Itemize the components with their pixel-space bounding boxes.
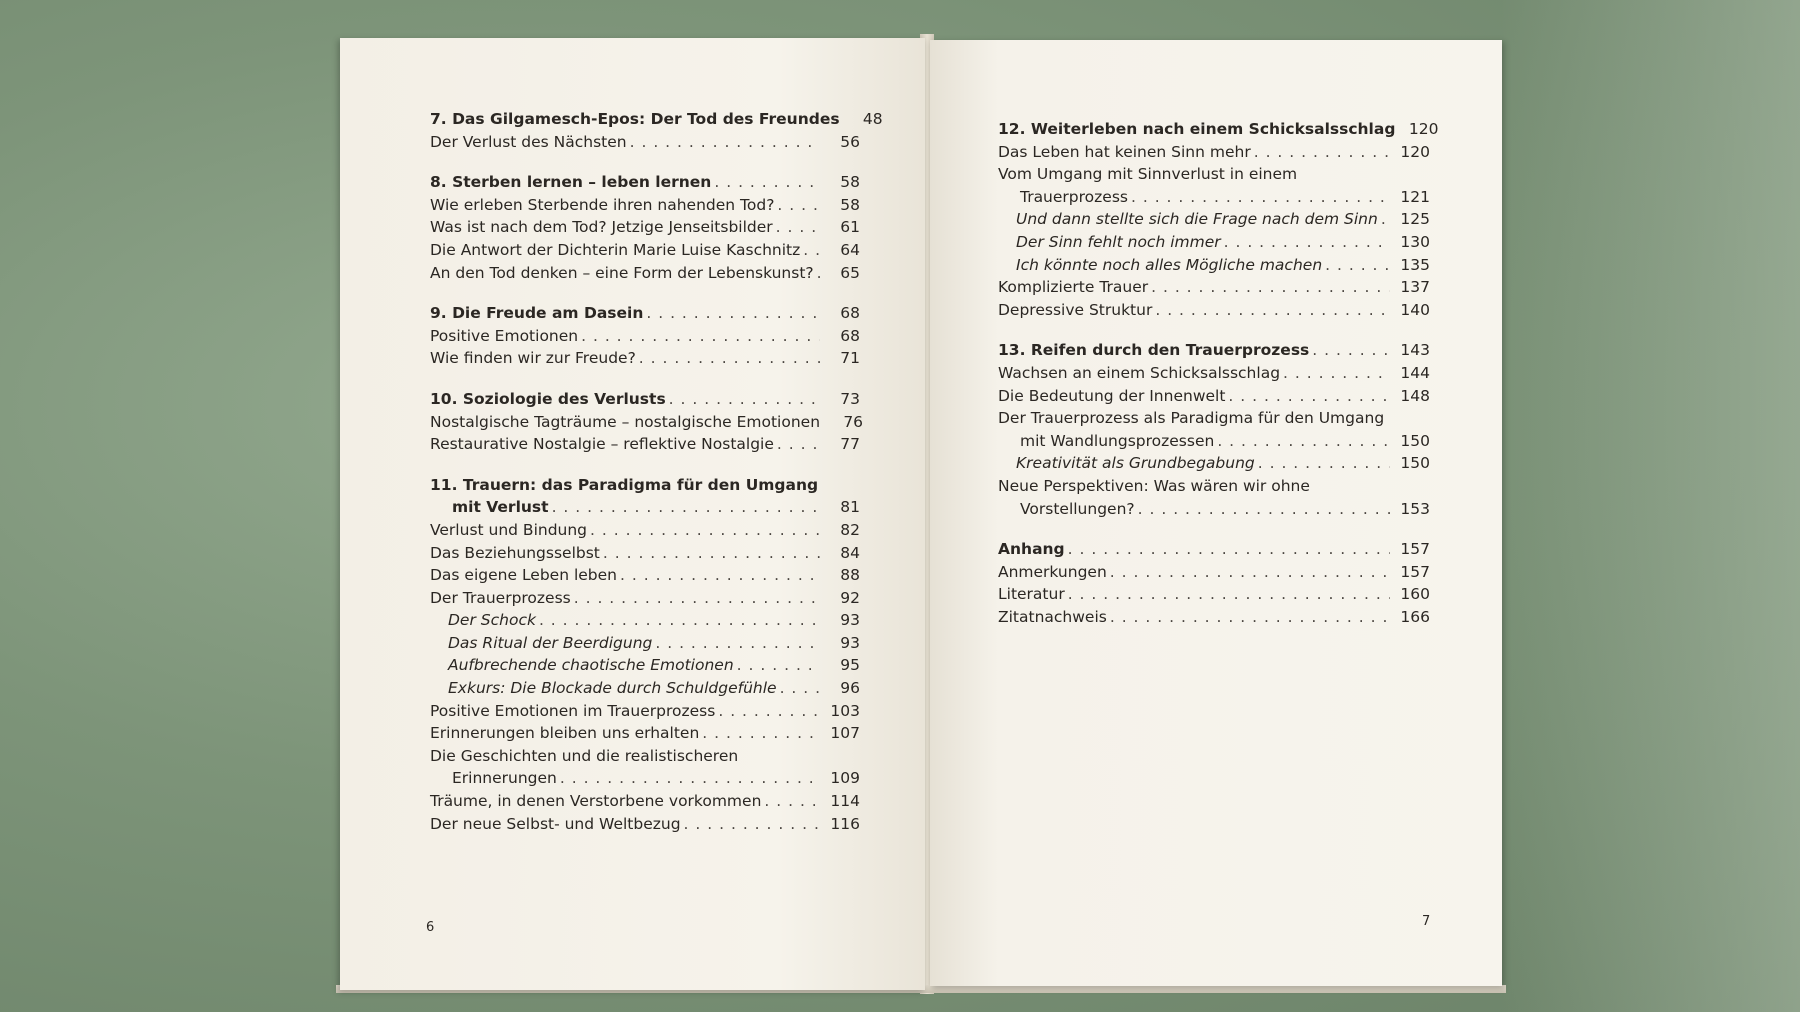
dot-leader <box>702 722 820 745</box>
toc-entry <box>430 722 860 745</box>
toc-entry-page: 68 <box>840 326 860 345</box>
toc-chapter-entry <box>430 388 860 411</box>
toc-line: Neue Perspektiven: Was wären wir ohne <box>998 476 1310 495</box>
toc-entry-title: Kreativität als Grundbegabung <box>1016 454 1255 473</box>
toc-entry-page: 109 <box>830 769 860 788</box>
toc-entry <box>998 276 1430 299</box>
toc-line: Die Geschichten und die realistischeren <box>430 746 739 765</box>
dot-leader <box>1224 231 1390 254</box>
right-page <box>930 40 1502 986</box>
toc-entry <box>430 587 860 610</box>
toc-chapter-entry <box>430 171 860 194</box>
dot-leader <box>1312 339 1390 362</box>
toc-entry-title: 10. Soziologie des Verlusts <box>430 389 666 408</box>
toc-entry <box>430 131 860 154</box>
toc-entry <box>998 362 1430 385</box>
toc-entry-title: 12. Weiterleben nach einem Schicksalsschlag <box>998 120 1396 138</box>
chapter-heading: 11. Trauern: das Paradigma für den Umgang <box>430 475 819 494</box>
toc-entry-page: 135 <box>1400 255 1430 274</box>
dot-leader <box>777 194 820 217</box>
toc-entry-title: Wie erleben Sterbende ihren nahenden Tod? <box>430 195 775 214</box>
dot-leader <box>714 171 820 194</box>
toc-section <box>998 339 1430 520</box>
toc-entry-title: Das Leben hat keinen Sinn mehr <box>998 142 1251 161</box>
left-page <box>340 38 925 990</box>
toc-entry-page: 144 <box>1400 363 1430 382</box>
toc-entry-page: 68 <box>840 304 860 323</box>
toc-entry-page: 95 <box>840 656 860 675</box>
toc-entry-page: 157 <box>1400 562 1430 581</box>
dot-leader <box>1228 385 1390 408</box>
toc-entry <box>430 609 860 632</box>
toc-entry-page: 82 <box>840 520 860 539</box>
dot-leader <box>1068 583 1390 606</box>
dot-leader <box>764 790 820 813</box>
toc-entry <box>998 385 1430 408</box>
dot-leader <box>1110 561 1390 584</box>
toc-chapter-entry <box>998 538 1430 561</box>
dot-leader <box>718 700 820 723</box>
toc-chapter-entry <box>430 496 860 519</box>
toc-chapter-entry <box>998 339 1430 362</box>
page-number-left: 6 <box>426 920 435 935</box>
toc-entry-page: 103 <box>830 701 860 720</box>
dot-leader <box>646 302 820 325</box>
toc-entry <box>998 561 1430 584</box>
dot-leader <box>630 131 820 154</box>
toc-entry-title: Der Schock <box>448 611 536 630</box>
dot-leader <box>620 564 820 587</box>
toc-chapter-entry <box>430 302 860 325</box>
toc-entry-title: Der neue Selbst- und Weltbezug <box>430 814 681 833</box>
toc-section <box>998 538 1430 628</box>
dot-leader <box>780 677 820 700</box>
toc-entry <box>430 433 860 456</box>
toc-section <box>430 474 860 836</box>
toc-entry <box>998 498 1430 521</box>
toc-entry <box>430 790 860 813</box>
dot-leader <box>817 262 820 285</box>
toc-entry <box>430 519 860 542</box>
toc-section <box>998 118 1439 321</box>
toc-entry-title: Die Antwort der Dichterin Marie Luise Kaschnitz <box>430 240 801 259</box>
toc-entry-page: 166 <box>1400 607 1430 626</box>
toc-entry-title: Der Trauerprozess <box>430 588 571 607</box>
toc-entry-title: 8. Sterben lernen – leben lernen <box>430 173 712 192</box>
table-surface <box>1500 0 1800 1012</box>
toc-line: Der Trauerprozess als Paradigma für den Umgang <box>998 409 1385 428</box>
toc-entry-page: 93 <box>840 611 860 630</box>
toc-entry-title: Erinnerungen <box>452 769 557 788</box>
dot-leader <box>603 542 820 565</box>
dot-leader <box>581 325 820 348</box>
toc-entry-page: 130 <box>1400 232 1430 251</box>
toc-entry-page: 65 <box>840 263 860 282</box>
toc-entry-title: Ich könnte noch alles Mögliche machen <box>1016 255 1323 274</box>
toc-entry <box>998 583 1430 606</box>
toc-entry-title: Vorstellungen? <box>1020 499 1135 518</box>
dot-leader <box>1138 498 1390 521</box>
dot-leader <box>803 239 820 262</box>
toc-entry <box>998 606 1430 629</box>
dot-leader <box>655 632 820 655</box>
dot-leader <box>776 216 820 239</box>
toc-entry-page: 157 <box>1400 540 1430 559</box>
dot-leader <box>1110 606 1390 629</box>
toc-entry-title: Das Ritual der Beerdigung <box>448 633 653 652</box>
dot-leader <box>737 654 820 677</box>
toc-entry-page: 150 <box>1400 454 1430 473</box>
toc-entry-title: An den Tod denken – eine Form der Lebenskunst? <box>430 263 814 282</box>
toc-entry-title: Aufbrechende chaotische Emotionen <box>448 656 734 675</box>
toc-entry-page: 120 <box>1408 120 1439 138</box>
toc-entry-title: Komplizierte Trauer <box>998 278 1149 297</box>
toc-entry-title: Wie finden wir zur Freude? <box>430 349 636 368</box>
toc-entry-title: Und dann stellte sich die Frage nach dem Sinn <box>1016 210 1378 229</box>
toc-entry <box>430 411 864 434</box>
toc-entry-page: 153 <box>1400 499 1430 518</box>
toc-entry <box>998 254 1430 277</box>
toc-entry-title: Der Sinn fehlt noch immer <box>1016 232 1221 251</box>
toc-entry-title: Der Verlust des Nächsten <box>430 132 627 151</box>
toc-entry <box>998 186 1430 209</box>
toc-entry <box>430 542 860 565</box>
toc-entry-page: 88 <box>840 566 860 585</box>
toc-entry-title: Träume, in denen Verstorbene vorkommen <box>430 792 762 811</box>
toc-entry-title: Trauerprozess <box>1020 187 1128 206</box>
toc-entry-title: Die Bedeutung der Innenwelt <box>998 386 1226 405</box>
toc-entry <box>430 700 860 723</box>
toc-entry <box>430 325 860 348</box>
toc-entry-title: mit Verlust <box>452 498 549 517</box>
toc-entry-title: Wachsen an einem Schicksalsschlag <box>998 363 1281 382</box>
toc-entry-title: Das Beziehungsselbst <box>430 543 600 562</box>
toc-entry-page: 81 <box>840 498 860 517</box>
toc-entry-page: 64 <box>840 240 860 259</box>
toc-entry-page: 125 <box>1400 210 1430 229</box>
toc-chapter-entry <box>998 118 1439 141</box>
toc-entry-page: 148 <box>1400 386 1430 405</box>
dot-leader <box>590 519 820 542</box>
toc-entry-page: 143 <box>1400 341 1430 360</box>
toc-entry-title: Exkurs: Die Blockade durch Schuldgefühle <box>448 679 777 698</box>
dot-leader <box>1155 299 1390 322</box>
toc-entry <box>430 677 860 700</box>
toc-entry <box>998 208 1430 231</box>
toc-entry-page: 93 <box>840 633 860 652</box>
toc-entry-page: 114 <box>830 792 860 811</box>
toc-entry-title: 7. Das Gilgamesch-Epos: Der Tod des Freundes <box>430 110 840 128</box>
toc-entry <box>430 216 860 239</box>
dot-leader <box>669 388 820 411</box>
toc-entry-page: 96 <box>840 679 860 698</box>
toc-entry-title: mit Wandlungsprozessen <box>1020 431 1215 450</box>
toc-entry-page: 61 <box>840 218 860 237</box>
toc-section <box>430 388 864 456</box>
dot-leader <box>777 433 820 456</box>
dot-leader <box>574 587 820 610</box>
toc-entry-page: 73 <box>840 389 860 408</box>
page-number-right: 7 <box>1422 914 1431 929</box>
toc-entry-page: 121 <box>1400 187 1430 206</box>
toc-entry-page: 116 <box>830 814 860 833</box>
toc-entry-title: Was ist nach dem Tod? Jetzige Jenseitsbilder <box>430 218 773 237</box>
toc-section <box>430 108 883 153</box>
dot-leader <box>552 496 820 519</box>
toc-entry-page: 107 <box>830 724 860 743</box>
toc-entry-page: 77 <box>840 435 860 454</box>
dot-leader <box>1325 254 1390 277</box>
toc-entry-page: 56 <box>840 132 860 151</box>
toc-entry-title: Verlust und Bindung <box>430 520 588 539</box>
toc-entry-page: 48 <box>862 110 883 128</box>
toc-entry-page: 76 <box>843 412 864 431</box>
dot-leader <box>560 767 820 790</box>
dot-leader <box>1131 186 1390 209</box>
toc-entry-title: Literatur <box>998 585 1065 604</box>
dot-leader <box>1151 276 1390 299</box>
toc-entry-title: Positive Emotionen <box>430 326 579 345</box>
dot-leader <box>1217 430 1390 453</box>
dot-leader <box>1068 538 1390 561</box>
toc-entry <box>430 564 860 587</box>
toc-entry-title: 13. Reifen durch den Trauerprozess <box>998 341 1310 360</box>
toc-entry <box>430 632 860 655</box>
toc-entry <box>998 231 1430 254</box>
dot-leader <box>639 347 820 370</box>
toc-entry-page: 92 <box>840 588 860 607</box>
toc-entry <box>430 239 860 262</box>
toc-entry-title: Restaurative Nostalgie – reflektive Nostalgie <box>430 435 774 454</box>
dot-leader <box>1254 141 1390 164</box>
toc-entry <box>998 452 1430 475</box>
toc-entry-page: 137 <box>1400 278 1430 297</box>
toc-chapter-entry <box>430 108 883 131</box>
dot-leader <box>1258 452 1390 475</box>
toc-entry-page: 71 <box>840 349 860 368</box>
toc-entry-page: 58 <box>840 173 860 192</box>
toc-entry-page: 120 <box>1400 142 1430 161</box>
toc-entry <box>998 299 1430 322</box>
dot-leader <box>1381 208 1390 231</box>
toc-entry <box>430 347 860 370</box>
toc-entry <box>430 194 860 217</box>
toc-entry <box>430 767 860 790</box>
toc-entry-page: 140 <box>1400 300 1430 319</box>
toc-entry <box>998 430 1430 453</box>
toc-entry-title: Anhang <box>998 540 1065 559</box>
toc-entry-page: 58 <box>840 195 860 214</box>
dot-leader <box>1283 362 1390 385</box>
toc-left <box>430 108 883 853</box>
toc-line: Vom Umgang mit Sinnverlust in einem <box>998 165 1298 184</box>
toc-entry-title: Positive Emotionen im Trauerprozess <box>430 701 716 720</box>
toc-entry <box>430 262 860 285</box>
toc-entry-page: 160 <box>1400 585 1430 604</box>
toc-right <box>998 118 1439 646</box>
toc-entry <box>430 654 860 677</box>
dot-leader <box>684 813 820 836</box>
toc-entry-page: 84 <box>840 543 860 562</box>
toc-entry-title: Nostalgische Tagträume – nostalgische Emotionen <box>430 412 821 431</box>
toc-entry-title: Depressive Struktur <box>998 300 1153 319</box>
toc-entry-title: Zitatnachweis <box>998 607 1107 626</box>
toc-section <box>430 302 860 370</box>
toc-entry-title: 9. Die Freude am Dasein <box>430 304 644 323</box>
toc-section <box>430 171 860 284</box>
toc-entry <box>998 141 1430 164</box>
toc-entry-title: Das eigene Leben leben <box>430 566 618 585</box>
toc-entry-page: 150 <box>1400 431 1430 450</box>
toc-entry-title: Erinnerungen bleiben uns erhalten <box>430 724 700 743</box>
dot-leader <box>539 609 820 632</box>
toc-entry-title: Anmerkungen <box>998 562 1107 581</box>
toc-entry <box>430 813 860 836</box>
